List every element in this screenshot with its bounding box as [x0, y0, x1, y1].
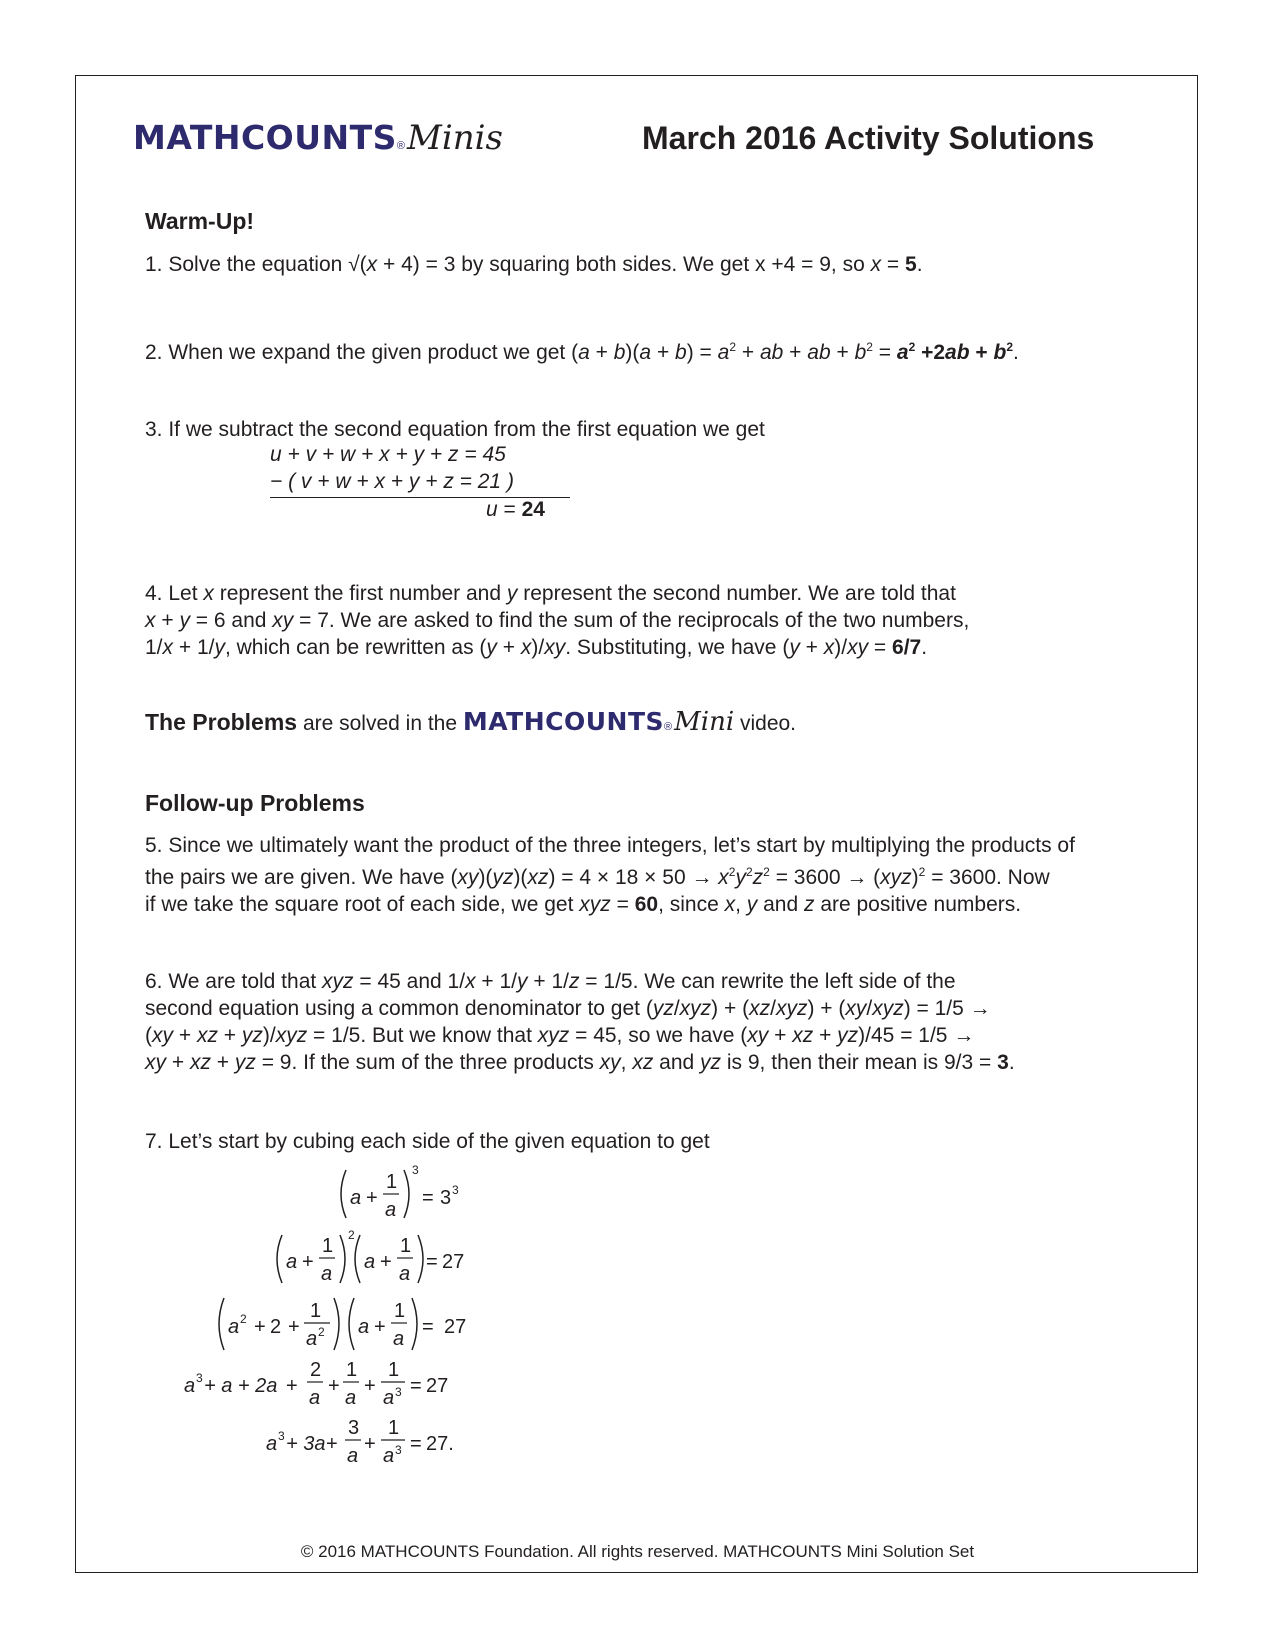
warmup-problem-3-intro: 3. If we subtract the second equation from the first equation we get	[145, 418, 765, 441]
svg-text:a: a	[228, 1316, 240, 1338]
answer-2: $a^2 +2ab + b^2$	[896, 340, 1014, 364]
svg-text:+: +	[380, 1251, 392, 1273]
svg-text:3: 3	[440, 1187, 452, 1209]
warmup-heading: Warm-Up!	[145, 208, 255, 234]
svg-text:a: a	[306, 1328, 318, 1350]
svg-text:+: +	[364, 1375, 376, 1397]
followup-problem-7-intro: 7. Let’s start by cubing each side of the given equation to get	[145, 1130, 710, 1153]
svg-text:2: 2	[240, 1312, 247, 1326]
subtraction-line-1: u + v + w + x + y + z = 45	[270, 443, 506, 466]
svg-text:1: 1	[386, 1171, 398, 1193]
svg-text:27: 27	[444, 1316, 467, 1338]
svg-text:+ 3a: + 3a	[286, 1433, 326, 1455]
svg-text:+: +	[326, 1433, 338, 1455]
logo-registered-mark: ®	[396, 140, 406, 152]
page-title: March 2016 Activity Solutions	[642, 120, 1095, 156]
answer-5: 60	[634, 893, 659, 916]
svg-text:2: 2	[318, 1325, 325, 1339]
svg-text:+: +	[288, 1316, 300, 1338]
svg-text:3: 3	[395, 1443, 402, 1457]
svg-text:+: +	[374, 1316, 386, 1338]
svg-text:+ a + 2a: + a + 2a	[204, 1375, 278, 1397]
svg-text:a: a	[350, 1187, 362, 1209]
svg-text:2: 2	[270, 1316, 282, 1338]
svg-text:1: 1	[394, 1300, 406, 1322]
svg-text:a: a	[321, 1263, 333, 1285]
inline-mathcounts-logo: MATHCOUNTS ® Mini	[462, 707, 735, 737]
subtraction-result: u = 24	[486, 498, 545, 521]
warmup-problem-1: 1. Solve the equation √(x + 4) = 3 by squaring both sides. We get x +4 = 9, so x = 5.	[145, 253, 923, 276]
svg-text:3: 3	[196, 1371, 203, 1385]
svg-text:a: a	[309, 1387, 321, 1409]
svg-text:=: =	[410, 1375, 422, 1397]
svg-text:1: 1	[388, 1417, 400, 1439]
derivation-row-5	[266, 1417, 454, 1467]
problem-4-line-2: x + y = 6 and xy = 7. We are asked to find the sum of the reciprocals of the two numbers,	[145, 609, 970, 632]
svg-text:=: =	[426, 1251, 438, 1273]
warmup-problem-4	[145, 580, 969, 661]
svg-text:3: 3	[395, 1385, 402, 1399]
answer-6: 3	[997, 1051, 1009, 1074]
answer-4: 6/7	[892, 636, 922, 659]
svg-text:a: a	[383, 1387, 395, 1409]
svg-text:a: a	[364, 1251, 376, 1273]
svg-text:a: a	[383, 1445, 395, 1467]
svg-text:3: 3	[452, 1183, 459, 1197]
svg-text:a: a	[184, 1375, 196, 1397]
svg-text:a: a	[266, 1433, 278, 1455]
svg-text:3: 3	[412, 1163, 419, 1177]
logo-wordmark: MATHCOUNTS	[133, 118, 397, 157]
svg-text:=: =	[410, 1433, 422, 1455]
warmup-problem-2: 2. When we expand the given product we get $(a + b)(a + b) = a^2$ + ab + ab + $b^2 = a^2 +2ab + b^2$.	[145, 340, 1019, 364]
problem-4-line-1: 4. Let x represent the first number and y represent the second number. We are told that	[145, 582, 956, 605]
subtraction-line-2: − ( v + w + x + y + z = 21 )	[270, 470, 514, 493]
followup-problem-5: 5. Since we ultimately want the product of the three integers, let’s start by multiplying the products of the pairs we are given. We have $(xy)(yz)(xz) = 4 \times 18 \times 50 \to x^2y^2z^2 = 3600 \to (xyz)^2 = 3600$. Now if we take the square root of each side, we get xyz = 60, since x, y and z are positive numbers.	[145, 834, 1075, 916]
logo-minis-script: Minis	[407, 118, 503, 158]
svg-text:+: +	[302, 1251, 314, 1273]
mathcounts-minis-logo	[133, 118, 503, 158]
problem-4-line-3: 1/x + 1/y, which can be rewritten as (y + x)/xy. Substituting, we have (y + x)/xy = 6/7.	[145, 636, 928, 659]
derivation-row-3	[219, 1298, 466, 1350]
svg-text:27.: 27.	[426, 1433, 454, 1455]
svg-text:=: =	[422, 1316, 434, 1338]
svg-text:2: 2	[348, 1228, 355, 1242]
svg-text:1: 1	[346, 1359, 358, 1381]
svg-text:a: a	[345, 1387, 357, 1409]
svg-text:+: +	[364, 1433, 376, 1455]
derivation-row-2	[277, 1228, 464, 1285]
svg-text:a: a	[393, 1328, 405, 1350]
followup-problem-6: 6. We are told that xyz = 45 and 1/x + 1/y + 1/z = 1/5. We can rewrite the left side of the second equation using a common denominator to get (yz/xyz) + (xz/xyz) + (xy/xyz) = 1/5 → (xy + xz + yz)/xyz = 1/5. But we know that xyz = 45, so we have (xy + xz + yz)/45 = 1/5 → xy + xz + yz = 9. If the sum of the three products xy, xz and yz is 9, then their mean is 9/3 = 3.	[145, 970, 1015, 1074]
svg-text:1: 1	[388, 1359, 400, 1381]
svg-text:a: a	[347, 1445, 359, 1467]
svg-text:a: a	[385, 1199, 397, 1221]
problem-7-derivation	[170, 1160, 530, 1480]
answer-1: 5	[905, 253, 917, 276]
svg-text:1: 1	[310, 1300, 322, 1322]
svg-text:3: 3	[278, 1429, 285, 1443]
svg-text:27: 27	[442, 1251, 465, 1273]
svg-text:a: a	[399, 1263, 411, 1285]
svg-text:1: 1	[322, 1235, 334, 1257]
svg-text:a: a	[358, 1316, 370, 1338]
svg-text:a: a	[286, 1251, 298, 1273]
svg-text:+: +	[328, 1375, 340, 1397]
svg-text:=: =	[422, 1187, 434, 1209]
followup-heading: Follow-up Problems	[145, 790, 365, 816]
svg-text:2: 2	[310, 1359, 322, 1381]
derivation-row-1	[341, 1163, 459, 1221]
footer-copyright: © 2016 MATHCOUNTS Foundation. All rights reserved. MATHCOUNTS Mini Solution Set	[300, 1542, 975, 1561]
derivation-row-4	[184, 1359, 448, 1409]
problems-note: The Problems are solved in the MATHCOUNTS ® Mini video.	[145, 708, 796, 741]
answer-3: 24	[521, 498, 545, 521]
svg-text:1: 1	[400, 1235, 412, 1257]
svg-text:+: +	[254, 1316, 266, 1338]
svg-text:3: 3	[348, 1417, 360, 1439]
svg-text:27: 27	[426, 1375, 449, 1397]
svg-text:+: +	[366, 1187, 378, 1209]
svg-text:+: +	[286, 1375, 298, 1397]
